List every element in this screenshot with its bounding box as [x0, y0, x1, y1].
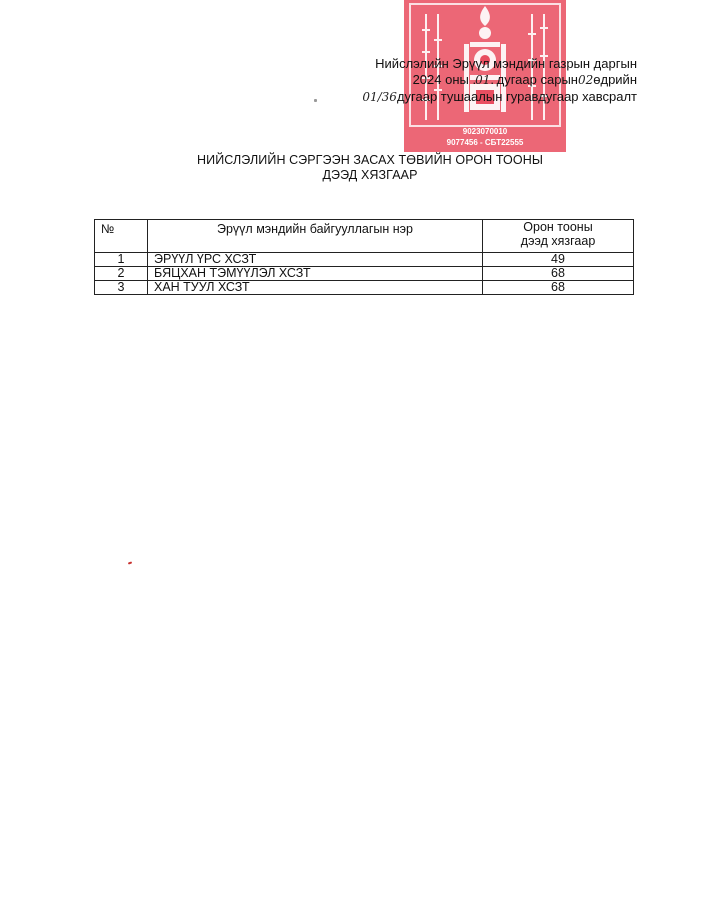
stamp-number-1: 9023070010: [462, 127, 508, 136]
table-header-row: [95, 220, 634, 253]
handwritten-month: 01: [475, 73, 491, 87]
document-title-line-1: НИЙСЛЭЛИЙН СЭРГЭЭН ЗАСАХ ТӨВИЙН ОРОН ТООНЫ: [197, 153, 543, 167]
handwritten-order-number: 01/36: [362, 90, 397, 104]
scan-speck: [314, 99, 317, 102]
document-title-line-2: ДЭЭД ХЯЗГААР: [322, 168, 418, 182]
header-organization-name: Эрүүл мэндийн байгууллагын нэр: [148, 220, 483, 253]
header-year: 2024 оны: [412, 72, 469, 87]
row-bed-limit: 68: [483, 267, 634, 281]
row-number: 1: [95, 253, 148, 267]
row-organization-name: ХАН ТУУЛ ХСЗТ: [148, 281, 483, 295]
table-row: [95, 267, 634, 281]
handwritten-day: 02: [577, 73, 594, 87]
header-bed-limit-line-1: Орон тооны: [523, 220, 593, 234]
header-order-text: дугаар тушаалын гуравдугаар хавсралт: [396, 89, 637, 104]
table-row: [95, 253, 634, 267]
header-line-2: [413, 72, 637, 88]
row-bed-limit: 49: [483, 253, 634, 267]
table-row: [95, 281, 634, 295]
header-day-text: өдрийн: [593, 72, 637, 87]
dot-leader: .: [490, 72, 494, 87]
row-number: 3: [95, 281, 148, 295]
row-organization-name: БЯЦХАН ТЭМҮҮЛЭЛ ХСЗТ: [148, 267, 483, 281]
header-bed-limit: [483, 220, 634, 253]
row-bed-limit: 68: [483, 281, 634, 295]
row-number: 2: [95, 267, 148, 281]
row-organization-name: ЭРҮҮЛ ҮРС ХСЗТ: [148, 253, 483, 267]
header-month-text: дугаар сарын: [496, 72, 578, 87]
beds-table: [94, 219, 634, 295]
dot-leader: .: [472, 72, 476, 87]
stamp-number-2: 9077456 - СБТ22555: [446, 138, 524, 147]
header-line-3: [362, 89, 637, 105]
header-number: №: [95, 220, 148, 253]
header-bed-limit-line-2: дээд хязгаар: [520, 234, 596, 248]
header-line-1: Нийслэлийн Эрүүл мэндийн газрын даргын: [375, 56, 637, 71]
scan-speck: [128, 561, 132, 564]
